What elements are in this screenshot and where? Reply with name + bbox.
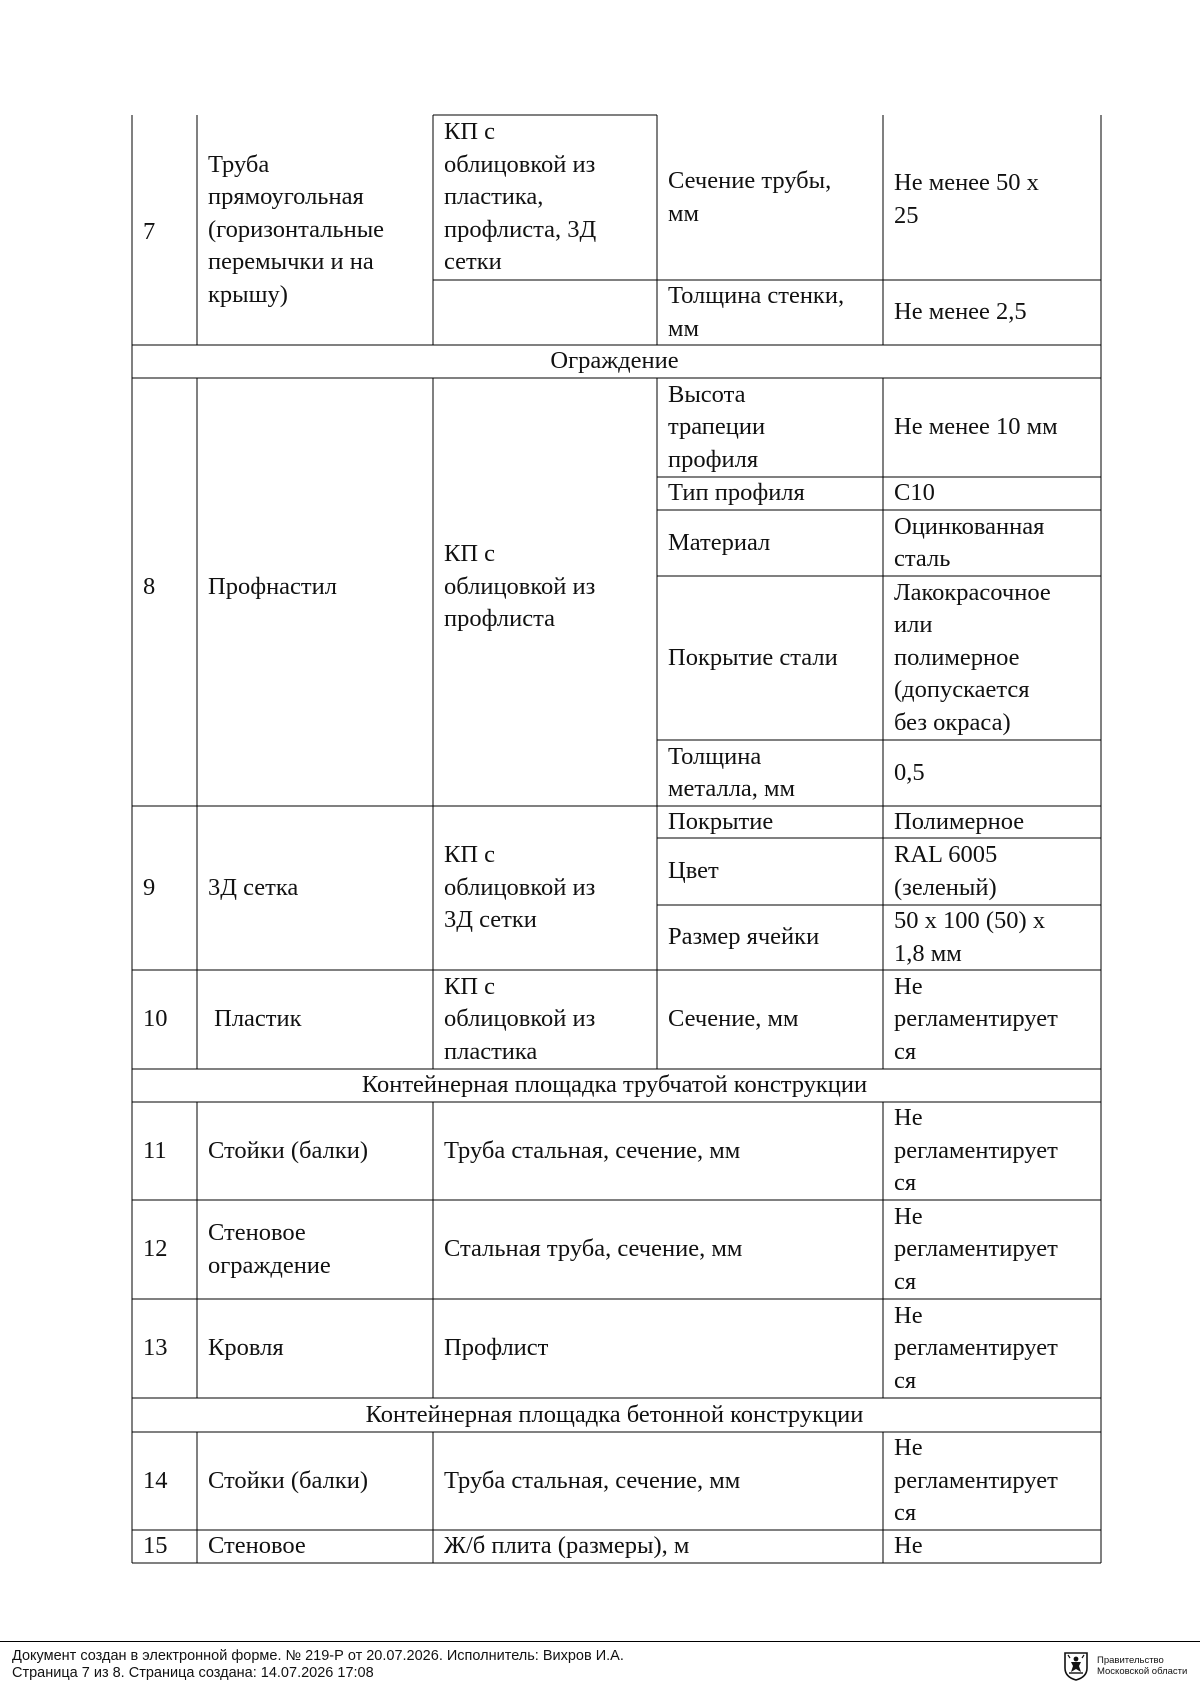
row-8-value-3: Оцинкованная сталь: [894, 512, 1045, 572]
row-8-number: 8: [143, 572, 156, 600]
row-15-value: Не: [894, 1532, 923, 1560]
row-10-param-1: Сечение, мм: [668, 1005, 799, 1033]
row-14-value: Не регламентирует ся: [894, 1434, 1058, 1527]
row-9-name: 3Д сетка: [208, 873, 299, 901]
row-14-param: Труба стальная, сечение, мм: [444, 1466, 741, 1494]
section-heading-tubular: Контейнерная площадка трубчатой конструкции: [361, 1071, 868, 1099]
row-8-param-4: Покрытие стали: [668, 643, 838, 671]
row-12-number: 12: [143, 1235, 168, 1263]
row-8-param-1: Высота трапеции профиля: [668, 380, 766, 473]
row-13-number: 13: [143, 1334, 168, 1362]
row-9-param-3: Размер ячейки: [668, 923, 820, 951]
row-11-number: 11: [143, 1136, 167, 1164]
row-9-param-2: Цвет: [668, 857, 719, 885]
row-11-name: Стойки (балки): [208, 1136, 369, 1164]
row-9-value-1: Полимерное: [894, 807, 1025, 835]
row-9-number: 9: [143, 873, 156, 901]
row-7-value-2: Не менее 2,5: [894, 298, 1027, 326]
row-14-number: 14: [143, 1466, 168, 1494]
logo-line-1: Правительство: [1097, 1655, 1164, 1666]
row-9-param-1: Покрытие: [668, 807, 774, 835]
row-12-param: Стальная труба, сечение, мм: [444, 1235, 743, 1263]
row-9-value-3: 50 х 100 (50) х 1,8 мм: [894, 907, 1046, 967]
footer-divider: [0, 1641, 1200, 1642]
footer-document-line: Документ создан в электронной форме. № 219-Р от 20.07.2026. Исполнитель: Вихров И.А.: [12, 1648, 624, 1664]
row-13-param: Профлист: [444, 1334, 549, 1362]
row-11-value: Не регламентирует ся: [894, 1104, 1058, 1197]
row-7-name: Труба прямоугольная (горизонтальные перемычки и на крышу): [208, 150, 385, 308]
row-10-type: КП с облицовкой из пластика: [444, 972, 596, 1065]
section-heading-concrete: Контейнерная площадка бетонной конструкции: [365, 1400, 864, 1428]
row-10-value-1: Не регламентирует ся: [894, 972, 1058, 1065]
row-8-name: Профнастил: [208, 572, 337, 600]
row-8-type: КП с облицовкой из профлиста: [444, 540, 596, 633]
logo-line-2: Московской области: [1097, 1666, 1188, 1677]
row-10-name: Пластик: [208, 1005, 302, 1033]
row-9-type: КП с облицовкой из 3Д сетки: [444, 841, 596, 934]
row-7-type: КП с облицовкой из пластика, профлиста, 3Д сетки: [444, 118, 597, 276]
footer-page-line: Страница 7 из 8. Страница создана: 14.07.2026 17:08: [12, 1665, 374, 1681]
row-7-number: 7: [143, 218, 156, 246]
row-10-number: 10: [143, 1005, 168, 1033]
document-footer: [0, 1641, 1200, 1698]
row-8-param-3: Материал: [668, 528, 771, 556]
row-7-value-1: Не менее 50 х 25: [894, 169, 1039, 229]
coat-of-arms-icon: [1062, 1651, 1090, 1681]
row-9-value-2: RAL 6005 (зеленый): [894, 841, 998, 901]
footer-info: [12, 1648, 624, 1682]
row-15-number: 15: [143, 1532, 168, 1560]
row-15-name: Стеновое: [208, 1532, 306, 1560]
row-8-value-1: Не менее 10 мм: [894, 413, 1058, 441]
row-8-value-2: С10: [894, 479, 935, 507]
row-7-param-2: Толщина стенки, мм: [668, 282, 845, 342]
row-14-name: Стойки (балки): [208, 1466, 369, 1494]
row-13-name: Кровля: [208, 1334, 284, 1362]
row-12-value: Не регламентирует ся: [894, 1202, 1058, 1295]
row-11-param: Труба стальная, сечение, мм: [444, 1136, 741, 1164]
section-heading-fence: Ограждение: [550, 347, 679, 375]
row-7-param-1: Сечение трубы, мм: [668, 167, 832, 227]
row-15-param: Ж/б плита (размеры), м: [444, 1532, 690, 1560]
row-8-param-2: Тип профиля: [668, 479, 805, 507]
row-8-value-5: 0,5: [894, 758, 925, 786]
row-8-param-5: Толщина металла, мм: [668, 742, 796, 802]
government-logo: [1062, 1651, 1187, 1681]
row-8-value-4: Лакокрасочное или полимерное (допускается без окраса): [894, 578, 1051, 736]
row-12-name: Стеновое ограждение: [208, 1219, 331, 1279]
row-13-value: Не регламентирует ся: [894, 1301, 1058, 1394]
